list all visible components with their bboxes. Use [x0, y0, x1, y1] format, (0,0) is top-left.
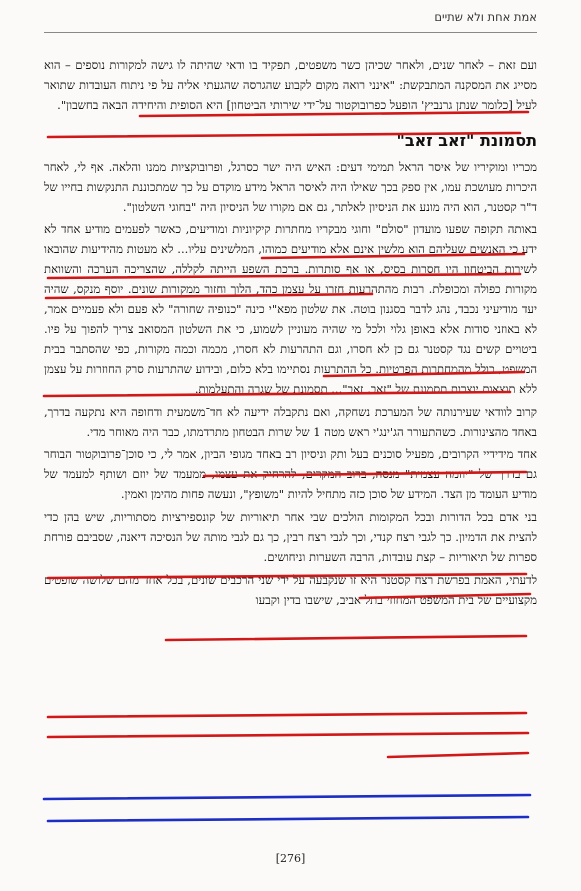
red-underline — [388, 753, 528, 757]
page-number: [276] — [275, 852, 306, 865]
red-underline — [48, 733, 528, 737]
paragraph: בני אדם בכל הדורות ובכל המקומות הולכים שבי אחר תיאוריות של קונספירציות מסתוריות, שיש בהן כדי להצית את הדמיון. כך לגבי רצח קנדי, וכך לגבי רצח רבין, כך גם לגבי מותה של הנסיכה דיאנה, שסביבם פורחת ספרות של תיאוריות – קצת עובדות, הרבה השערות וניחושים. — [44, 510, 537, 564]
paragraph: באותה תקופה שפעו מועדון "סולם" וחוגי מבקריו מחתרות קיקיוניות ומודיעים, כאשר לפעמים מודיע אחד לא ידע כי האנשים שעליהם הוא מלשין אינם אלא מודיעים כמוהו, המלשינים עליו... לא מעטות מהידיעות שהובאו לשירות הביטחון היו חסרות בסיס, או אף סותרות. ברכת השפע הייתה לקללה, שהצריכה הערכה והשוואת מקורות כפולה ומכופלת. רבות מהתהרעות חזרו על עצמן כהד, הלוך וחזור ממקורות שונים. יוסף מנקס, שהיה יעד מודיעיני נכבד, נהג לדבר בסגנון בוטה. את שלטון מפא"י כינה "כנופיה שחורה" לא פעם ולא פעמיים אמר, לא באוזני סודות אלא באופן גלוי ולכל מי שהיה מעוניין לשמוע, כי את השלטון המסואב צריך להפוך על פיו. ביטויים קשים נגד קסטנר גם כן לא חסרו, וגם התהרעות לא חסרו, מכמה וכמה מקורות, כפי שהסתבר בבית המשפט, כולל מהמחתרות הפרטיות. כל ההתרעות נסתיימו בלא כלום, ובידוע שהתרעות סרק החוזרות על עצמן ללא תוצאות יוצרות תסמונת של "זאב, זאב"... תסמונת של שגרה והתעלמות. — [44, 222, 537, 396]
paragraph: מכריו ומוקיריו של איסר הראל תמימי דעים: האיש היה ישר כסרגל, ופרובוקציות ממנו והלאה. אף לי, לאחר היכרות מעושכת עמו, אין ספק בכך שאילו היה לאיסר הראל מידע מוקדם על כך שמתכוננת התנקשות בחייו של ד"ר קסטנר, הוא היה מונע את הניסיון לאלתר, גם אם מקורו של הניסיון היה "בחוגי השלטון". — [44, 159, 537, 214]
body-text — [44, 56, 537, 611]
paragraph: אחד מידידיי הקרובים, מפעיל סוכנים בעל ותק וניסיון רב באחד מגופי הביון, אמר לי, כי סוכן־פרובוקטור הבוחר גם בדרך של "יוזמה עצמית" מנסה, ברוב המקרים, להרחיק את עצמו, ממעמד של יוזם ושותף למעמד של מודיע העומד מן הצד. המידע של סוכן כזה מתחיל להיות "משופץ", ונעשה פחות מהימן ואמין. — [44, 447, 537, 502]
blue-underline — [48, 817, 528, 821]
section-heading: תסמונת "זאב זאב" — [396, 130, 537, 150]
blue-underline — [44, 795, 530, 799]
paragraph: לדעתי, האמת בפרשת רצח קסטנר היא זו שנקבעה על ידי שני הרכבים שונים, בכל אחד מהם שלושה שופטים מקצועיים של בית המשפט המחוזי בתל אביב, שישבו בדין וקבעו — [44, 572, 537, 607]
paragraph: קרוב לוודאי שעירנותה של המערכת נשחקה, ואם נתקבלה ידיעה לא חד־משמעית ודחופה היא נתקעה בדרך, באחד מהצינורות. כשהתעורר הג'ינג'י ראש מטה 1 של שרות הבטחון מתרדמתו, כבר היה מאוחר מדי. — [44, 404, 537, 439]
red-underline — [166, 636, 526, 640]
running-header: אמת אחת ולא שתיים — [44, 10, 537, 33]
paragraph: ועם זאת – לאחר שנים, ולאחר שכיהן כשר משפטים, תפקיד בו ודאי שהיתה לו גישה למקורות נוספים – הוא מסייג את המסקנה המתבקשת: "אינני רואה מקום לקבוע שהגרסה שהגעתי אליה על פי ניתוח העובדות שתואר לעיל [כלומר שנתן גרנביץ' הופעל כפרובוקטור על־ידי שירותי הביטחון] היא הסופית והיחידה הבאה בחשבון". — [44, 58, 537, 112]
red-underline — [48, 713, 526, 717]
